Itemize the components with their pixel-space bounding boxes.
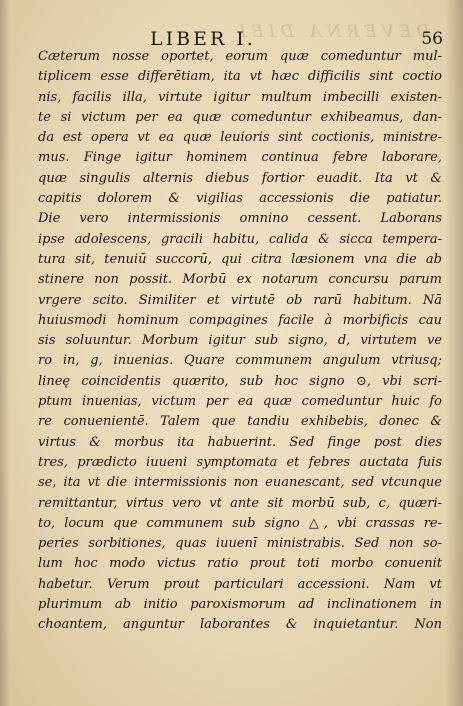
text-line: re conuenientē. Talem que tandiu exhibebis, donec &: [38, 414, 442, 430]
text-line: Die vero intermissionis omnino cessent. Laborans: [38, 211, 442, 227]
text-line: ro in, g, inuenias. Quare communem angulum vtriusq;: [38, 353, 442, 369]
text-line: da est opera vt ea quæ leuioris sint coctionis, ministre-: [38, 130, 442, 146]
text-line: lineę coincidentis quærito, sub hoc signo ⊙, vbi scri-: [38, 373, 442, 389]
text-line: capitis dolorem & vigilias accessionis die patiatur.: [38, 191, 442, 207]
text-line: huiusmodi hominum compagines facile à morbificis cau: [38, 312, 442, 328]
text-line: plurimum ab initio paroxismorum ad inclinationem in: [38, 597, 442, 613]
text-line: stinere non possit. Morbū ex notarum concursu parum: [38, 272, 442, 288]
page-edge-shadow: [445, 0, 463, 706]
text-line: tiplicem esse differētiam, ita vt hæc difficilis sint coctio: [38, 69, 442, 85]
page-gutter-shadow: [0, 0, 10, 706]
text-line: tura sit, tenuiū succorū, qui citra læsionem vna die ab: [38, 251, 442, 267]
text-line: Cæterum nosse oportet, eorum quæ comeduntur mul-: [38, 49, 442, 64]
text-line: quæ singulis alternis diebus fortior euadit. Ita vt &: [38, 170, 442, 186]
text-line: habetur. Verum prout particulari accessioni. Nam vt: [38, 576, 442, 592]
text-line: ptum inuenias, victum per ea quæ comeduntur huic fo: [38, 394, 442, 410]
text-line: te si victum per ea quæ comeduntur exhibeamus, dan-: [38, 109, 442, 125]
running-head: LIBER I.: [150, 28, 256, 50]
text-line: se, ita vt die intermissionis non euanescant, sed vtcunque: [38, 475, 442, 491]
text-line: sis soluuntur. Morbum igitur sub signo, d, virtutem ve: [38, 333, 442, 349]
text-line: choantem, anguntur laborantes & inquietantur. Non: [38, 617, 442, 633]
bleed-through-text: DEVERNA DIEI: [234, 22, 430, 42]
text-line: tres, prædicto iuueni symptomata et febres auctata fuis: [38, 454, 442, 470]
text-line: peries sorbitiones, quas iuuenī ministrabis. Sed non so-: [38, 536, 442, 552]
body-text: [38, 47, 442, 636]
text-line: to, locum que communem sub signo △, vbi crassas re-: [38, 515, 442, 531]
text-line: mus. Finge igitur hominem continua febre laborare,: [38, 150, 442, 166]
text-line: ipse adolescens, gracili habitu, calida & sicca tempera-: [38, 231, 442, 247]
text-line: lum hoc modo victus ratio prout toti morbo conuenit: [38, 556, 442, 572]
page-number: 56: [421, 29, 443, 49]
text-line: virtus & morbus ita habuerint. Sed finge post dies: [38, 434, 442, 450]
text-line: nis, facilis illa, virtute igitur multum imbecilli existen-: [38, 89, 442, 105]
text-line: remittantur, virtus vero vt ante sit morbū sub, c, quæri-: [38, 495, 442, 511]
text-line: vrgere scito. Similiter et virtutē ob rarū habitum. Nā: [38, 292, 442, 308]
